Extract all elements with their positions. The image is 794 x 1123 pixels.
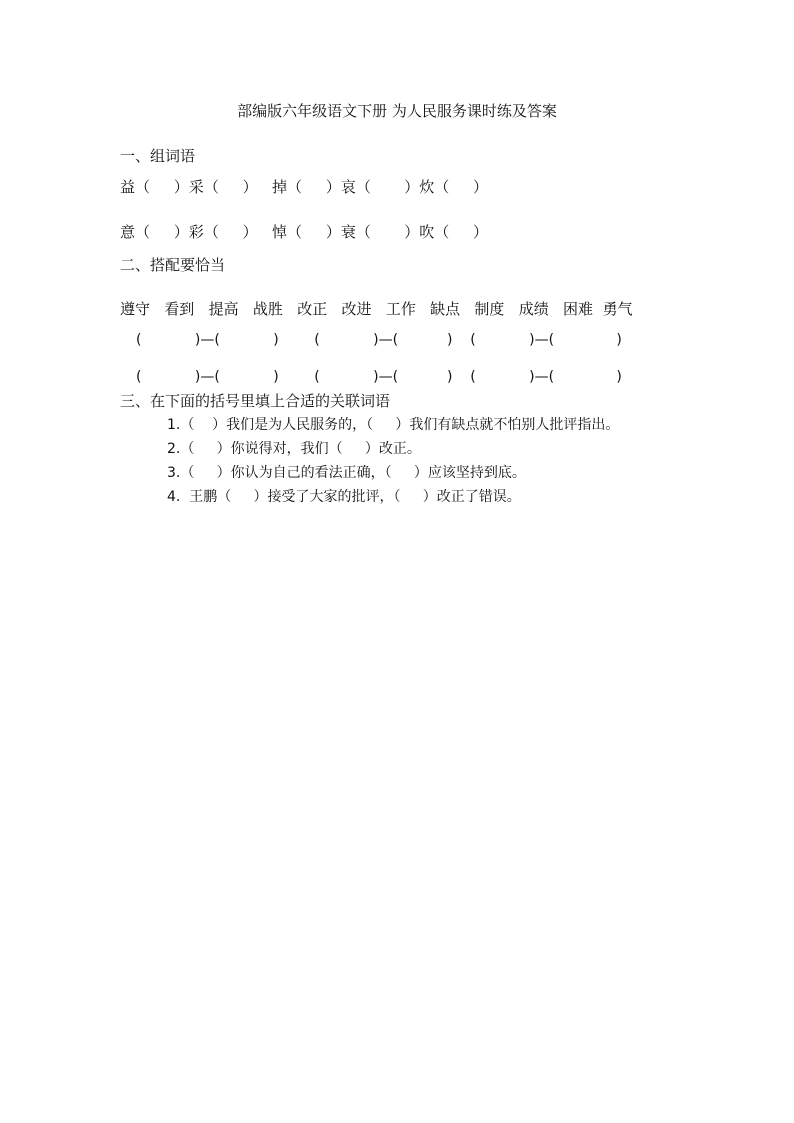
section-3-heading: 三、在下面的括号里填上合适的关联词语 xyxy=(120,392,391,410)
matching-word-list: 遵守 看到 提高 战胜 改正 改进 工作 缺点 制度 成绩 困难 勇气 xyxy=(120,300,633,318)
word-group-row-1: 益（ ）采（ ） 掉（ ）哀（ ）炊（ ） xyxy=(120,178,489,196)
section-1-heading: 一、组词语 xyxy=(120,147,196,165)
matching-pairs-row-2: ( )—( ) ( )—( ) ( )—( ) xyxy=(136,369,622,385)
conjunction-question-2: 2.（ ）你说得对，我们（ ）改正。 xyxy=(167,441,421,457)
conjunction-question-1: 1.（ ）我们是为人民服务的，（ ）我们有缺点就不怕别人批评指出。 xyxy=(167,417,620,433)
page-title: 部编版六年级语文下册 为人民服务课时练及答案 xyxy=(237,102,557,120)
conjunction-question-3: 3.（ ）你认为自己的看法正确，（ ）应该坚持到底。 xyxy=(167,465,526,481)
word-group-row-2: 意（ ）彩（ ） 悼（ ）衰（ ）吹（ ） xyxy=(120,223,489,241)
section-2-heading: 二、搭配要恰当 xyxy=(120,256,226,274)
conjunction-question-4: 4. 王鹏（ ）接受了大家的批评，（ ）改正了错误。 xyxy=(167,489,521,505)
matching-pairs-row-1: ( )—( ) ( )—( ) ( )—( ) xyxy=(136,332,622,348)
